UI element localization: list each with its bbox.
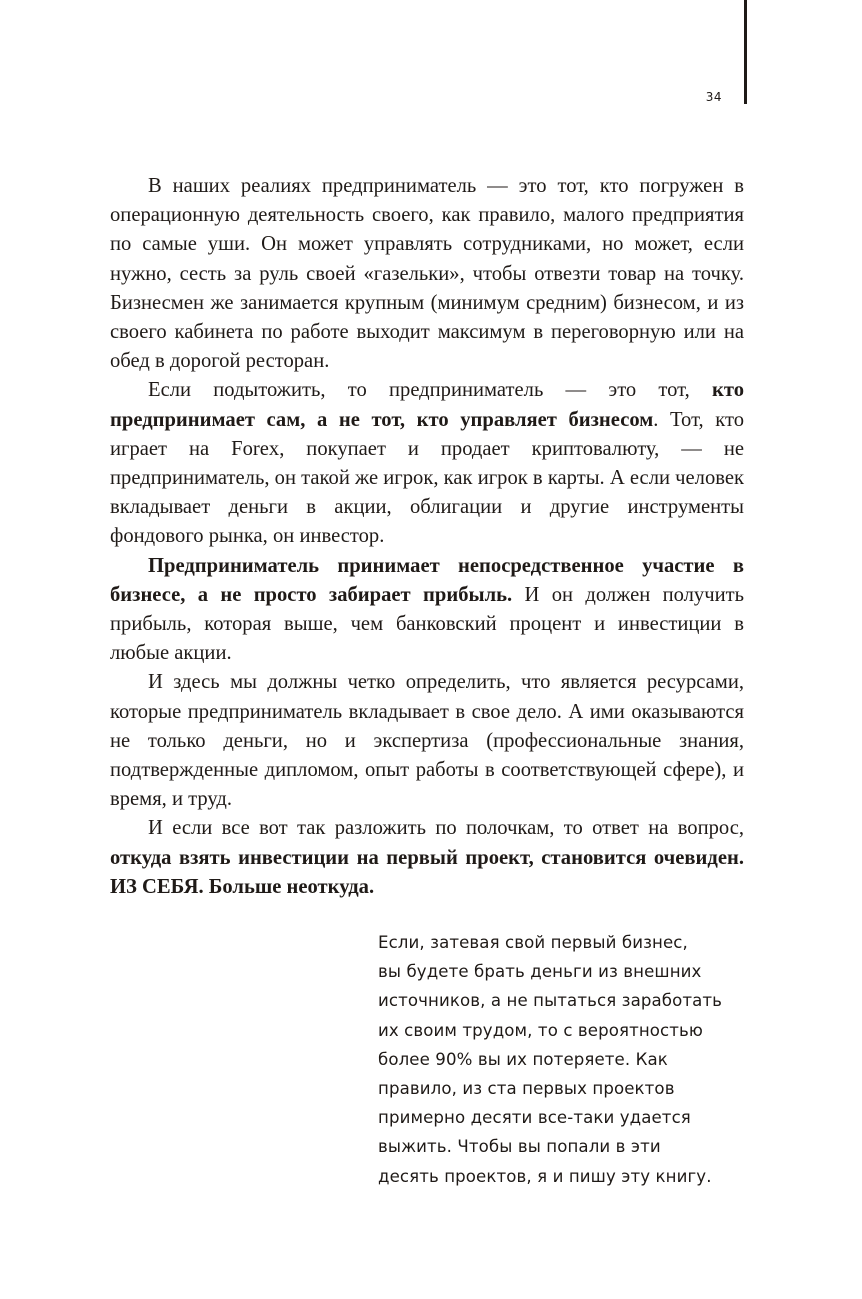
quote-line: их своим трудом, то с вероятностью [378,1020,703,1040]
paragraph-segment: И здесь мы должны четко определить, что является ресурсами, которые предприниматель вкладывает в свое дело. А ими оказываются не только деньги, но и экспертиза (профессиональные знания, подтвержденные дипломом, опыт работы в соответствующей сфере), и время, и труд. [110,671,744,811]
paragraph-segment: И если все вот так разложить по полочкам, то ответ на вопрос, [148,817,744,840]
quote-line: десять проектов, я и пишу эту книгу. [378,1166,712,1186]
quote-line: источников, а не пытаться заработать [378,991,723,1011]
page-number: 34 [705,90,722,104]
paragraph-segment: . Тот, кто играет на Forex, покупает и продает криптовалюту, — не предприниматель, он такой же игрок, как игрок в карты. А если человек вкладывает деньги в акции, облигации и другие инструменты фондового рынка, он инвестор. [110,408,745,548]
quote-line: правило, из ста первых проектов [378,1079,675,1099]
paragraph-1 [110,172,744,376]
paragraph-5 [110,814,744,902]
quote-line: вы будете брать деньги из внешних [378,962,702,982]
paragraph-4 [110,668,744,814]
paragraph-segment: Если подытожить, то предприниматель — это тот, [148,379,712,402]
sidebar-quote [378,928,758,1191]
paragraph-2 [110,376,744,551]
quote-line: примерно десяти все-таки удается [378,1108,691,1128]
paragraph-segment: И он должен получить прибыль, которая выше, чем банковский процент и инвестиции в любые акции. [110,583,745,665]
quote-line: более 90% вы их потеряете. Как [378,1049,668,1069]
page-edge-rule [744,0,747,104]
paragraph-emphasis: откуда взять инвестиции на первый проект, становится очевиден. ИЗ СЕБЯ. Больше неоткуда. [110,846,744,898]
body-text [110,172,744,902]
paragraph-3 [110,552,744,669]
paragraph-emphasis: Предприниматель принимает непосредственное участие в бизнесе, а не просто забирает прибыль. [110,554,744,606]
quote-line: Если, затевая свой первый бизнес, [378,933,688,952]
paragraph-segment: В наших реалиях предприниматель — это тот, кто погружен в операционную деятельность своего, как правило, малого предприятия по самые уши. Он может управлять сотрудниками, но может, если нужно, сесть за руль своей «газельки», чтобы отвезти товар на точку. Бизнесмен же занимается крупным (минимум средним) бизнесом, и из своего кабинета по работе выходит максимум в переговорную или на обед в дорогой ресторан. [110,175,744,373]
paragraph-emphasis: кто предпринимает сам, а не тот, кто управляет бизнесом [110,379,744,431]
quote-line: выжить. Чтобы вы попали в эти [378,1137,661,1157]
